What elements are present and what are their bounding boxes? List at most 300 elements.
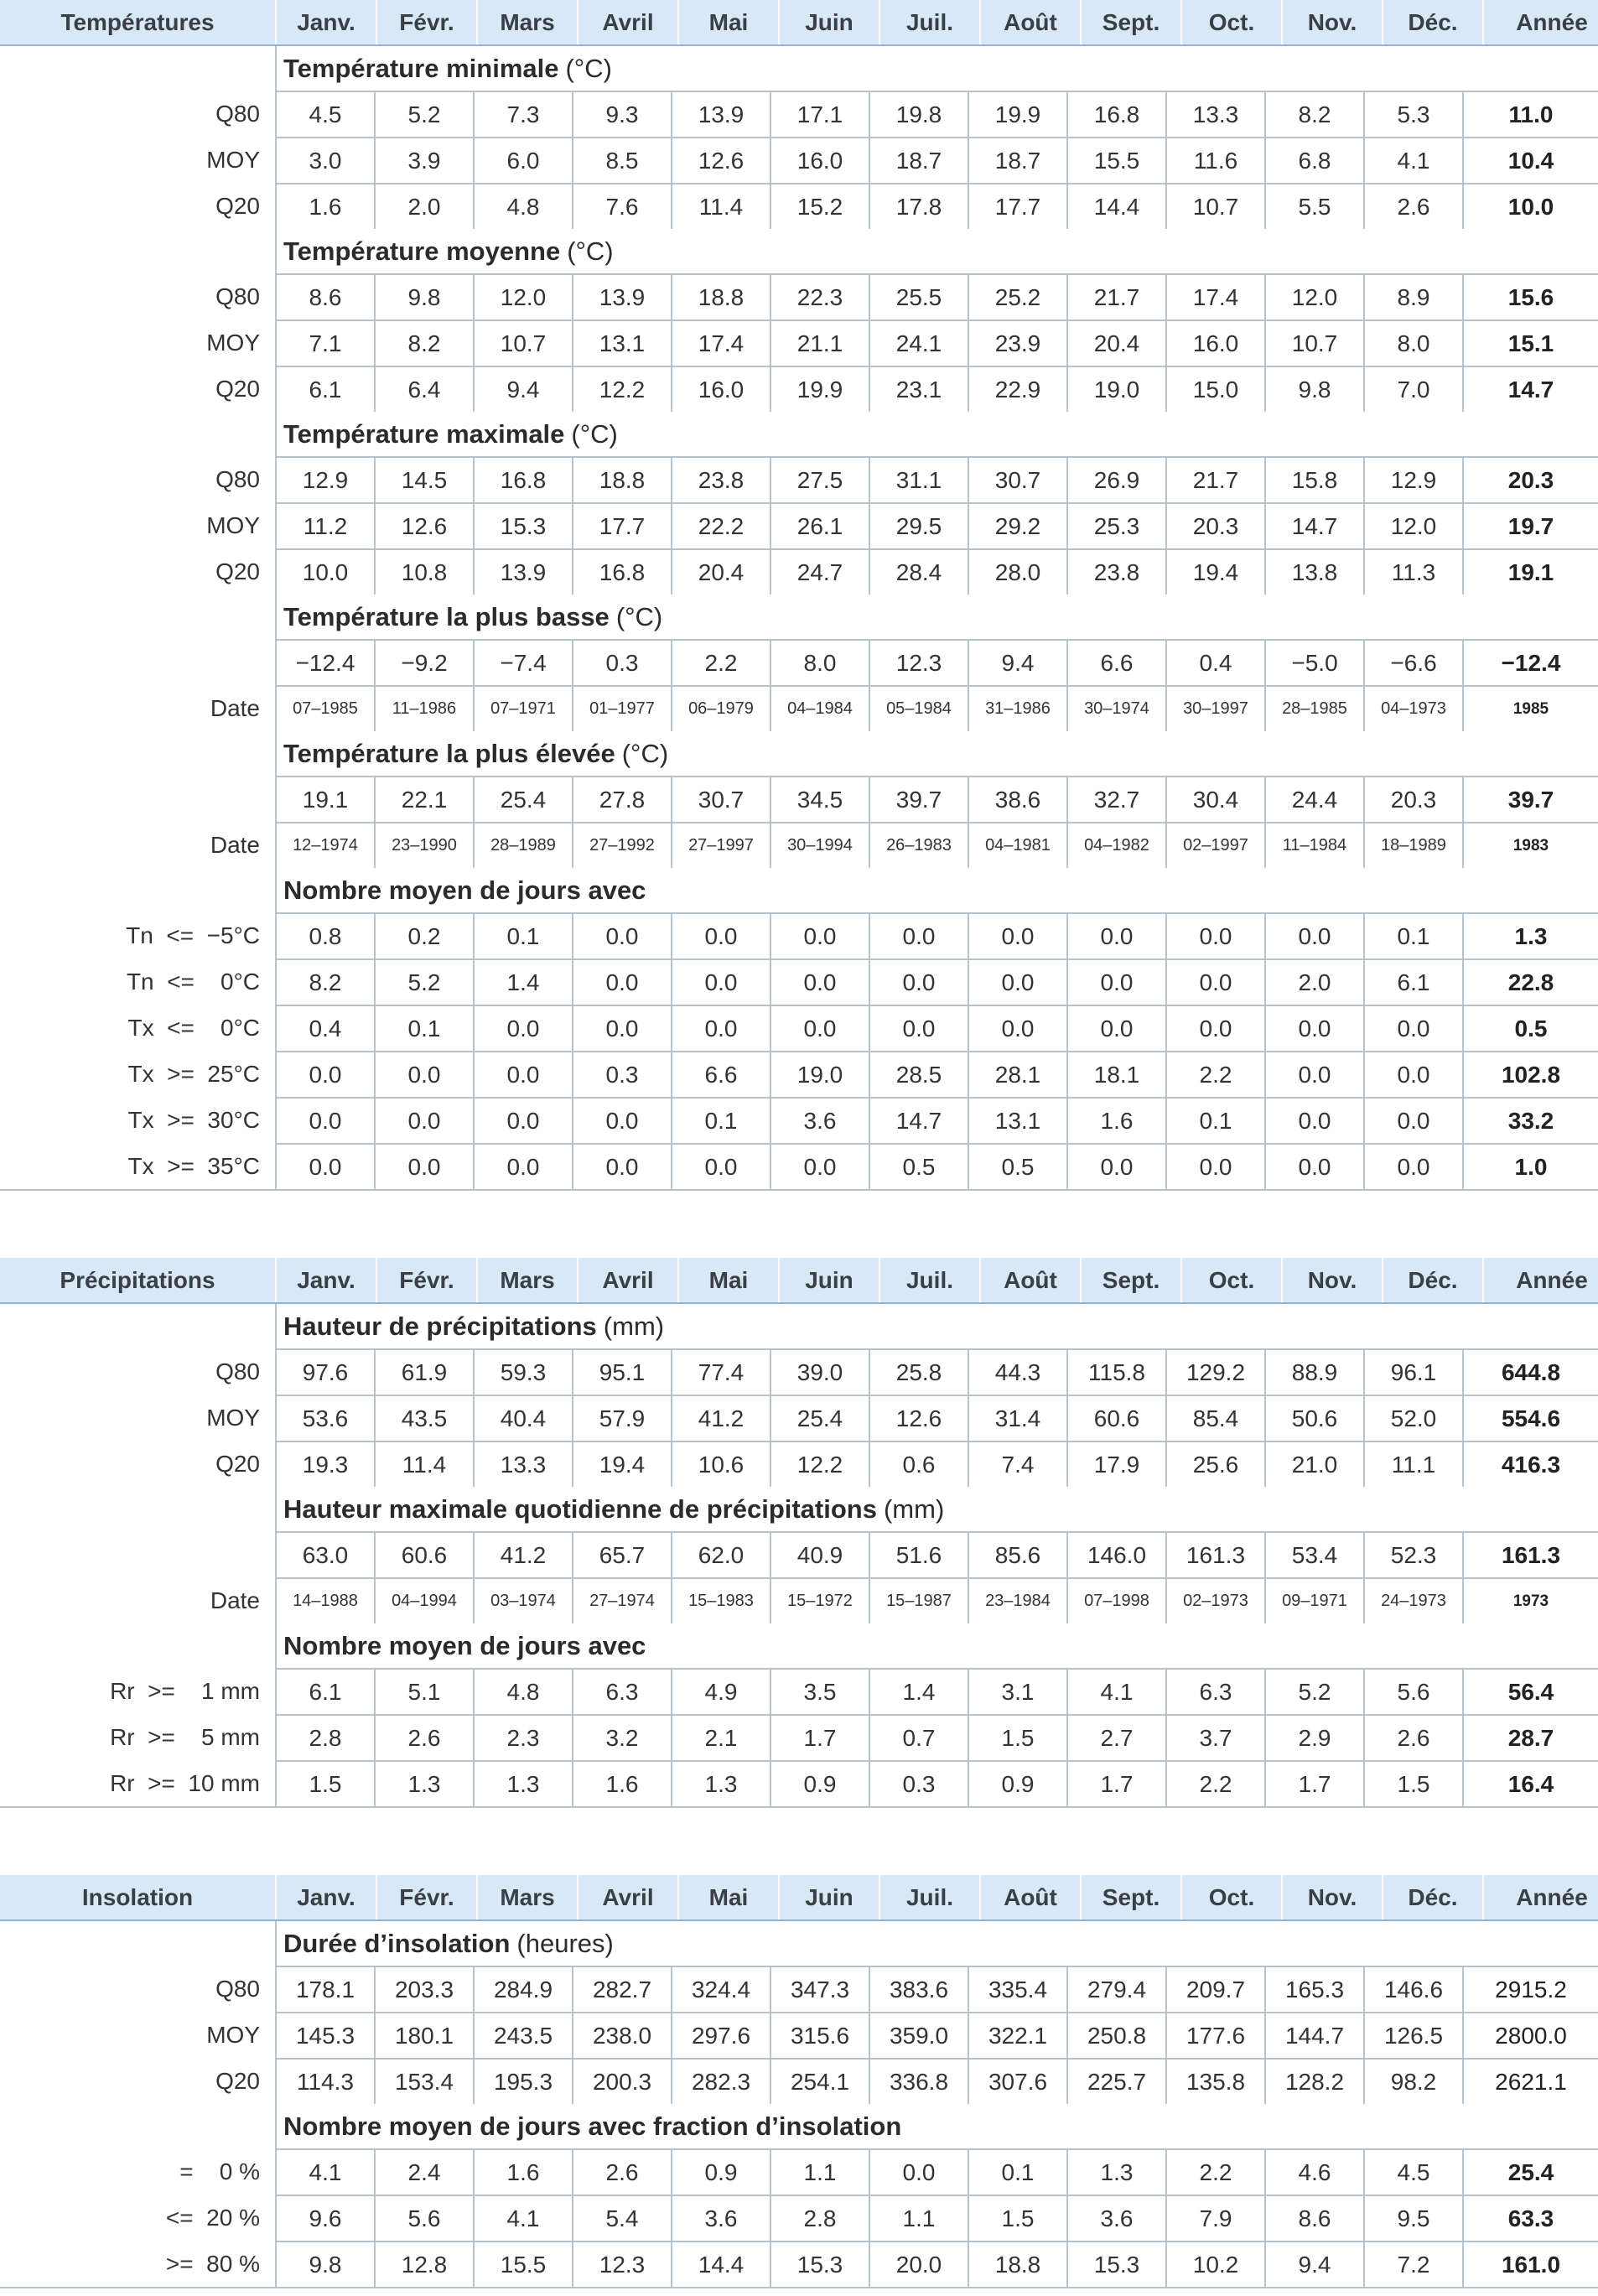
column-header: Janv. xyxy=(275,1875,376,1919)
value-cell: 165.3 xyxy=(1264,1966,1363,2012)
value-cell: 57.9 xyxy=(572,1395,671,1441)
value-cell: 25.3 xyxy=(1066,502,1165,548)
section-header xyxy=(0,1921,1598,1966)
table-title: Températures xyxy=(60,8,215,35)
value-cell: 0.4 xyxy=(1165,639,1264,685)
value-cell: 279.4 xyxy=(1066,1966,1165,2012)
column-header: Nov. xyxy=(1281,1875,1382,1919)
value-cell: 13.9 xyxy=(473,548,572,595)
value-cell: 129.2 xyxy=(1165,1348,1264,1395)
value-cell: 6.6 xyxy=(671,1051,770,1097)
value-cell: 135.8 xyxy=(1165,2058,1264,2104)
value-cell: 0.0 xyxy=(1363,1143,1462,1189)
value-cell: 23.9 xyxy=(968,319,1066,366)
column-header: Année xyxy=(1482,1258,1598,1302)
value-cell: 178.1 xyxy=(275,1966,374,2012)
row-label: Q80 xyxy=(215,1975,260,2002)
value-cell: 17.4 xyxy=(671,319,770,366)
value-cell: 12.6 xyxy=(374,502,473,548)
value-cell: 15–1972 xyxy=(770,1577,869,1623)
table-row xyxy=(0,1714,1598,1760)
table-row xyxy=(0,1348,1598,1395)
value-cell: 21.0 xyxy=(1264,1441,1363,1487)
section-unit: (mm) xyxy=(883,1493,945,1524)
value-cell: 5.5 xyxy=(1264,183,1363,229)
value-cell: 0.0 xyxy=(473,1051,572,1097)
value-cell: 32.7 xyxy=(1066,776,1165,822)
value-cell: 0.0 xyxy=(968,912,1066,958)
row-label: Tx >= 35°C xyxy=(127,1152,260,1179)
value-cell: 0.0 xyxy=(1165,1005,1264,1051)
row-label: Tn <= 0°C xyxy=(126,968,260,995)
row-label: Tx >= 30°C xyxy=(127,1106,260,1133)
section-title xyxy=(275,868,1598,912)
value-cell: 19.3 xyxy=(275,1441,374,1487)
value-cell: 0.0 xyxy=(1066,912,1165,958)
value-cell: 20.3 xyxy=(1363,776,1462,822)
section-name: Température la plus basse xyxy=(283,601,610,631)
value-cell: 04–1982 xyxy=(1066,822,1165,868)
value-cell: 28–1985 xyxy=(1264,685,1363,731)
table-row xyxy=(0,548,1598,595)
year-total-cell: 2621.1 xyxy=(1462,2058,1598,2104)
section-title xyxy=(275,731,1598,776)
value-cell: 24.4 xyxy=(1264,776,1363,822)
value-cell: 9.8 xyxy=(1264,366,1363,412)
value-cell: 3.0 xyxy=(275,137,374,183)
year-total-cell: 1.3 xyxy=(1462,912,1598,958)
value-cell: 9.4 xyxy=(473,366,572,412)
value-cell: 282.3 xyxy=(671,2058,770,2104)
value-cell: 1.1 xyxy=(770,2148,869,2195)
row-label: Tn <= −5°C xyxy=(126,922,260,948)
value-cell: 3.6 xyxy=(671,2195,770,2241)
value-cell: 1.6 xyxy=(1066,1097,1165,1143)
table-row xyxy=(0,319,1598,366)
value-cell: 4.1 xyxy=(1363,137,1462,183)
value-cell: 307.6 xyxy=(968,2058,1066,2104)
value-cell: 8.6 xyxy=(1264,2195,1363,2241)
value-cell: 0.1 xyxy=(968,2148,1066,2195)
value-cell: 0.0 xyxy=(770,1143,869,1189)
value-cell: 8.6 xyxy=(275,273,374,319)
value-cell: 1.3 xyxy=(1066,2148,1165,2195)
value-cell: 15.3 xyxy=(1066,2241,1165,2287)
column-header: Oct. xyxy=(1180,0,1281,44)
column-header: Juin xyxy=(778,1875,879,1919)
value-cell: 59.3 xyxy=(473,1348,572,1395)
value-cell: 26–1983 xyxy=(869,822,968,868)
value-cell: 12.6 xyxy=(671,137,770,183)
year-total-cell: 554.6 xyxy=(1462,1395,1598,1441)
column-header: Mai xyxy=(677,1258,778,1302)
section-unit: (°C) xyxy=(567,236,614,266)
value-cell: 8.9 xyxy=(1363,273,1462,319)
value-cell: 16.0 xyxy=(1165,319,1264,366)
value-cell: 11.6 xyxy=(1165,137,1264,183)
value-cell: 28.0 xyxy=(968,548,1066,595)
year-total-cell: 63.3 xyxy=(1462,2195,1598,2241)
value-cell: 254.1 xyxy=(770,2058,869,2104)
value-cell: 10.7 xyxy=(473,319,572,366)
value-cell: 5.4 xyxy=(572,2195,671,2241)
value-cell: 8.2 xyxy=(275,958,374,1005)
value-cell: 0.0 xyxy=(1363,1051,1462,1097)
column-header: Nov. xyxy=(1281,0,1382,44)
value-cell: 12–1974 xyxy=(275,822,374,868)
value-cell: 0.0 xyxy=(869,2148,968,2195)
value-cell: 2.0 xyxy=(1264,958,1363,1005)
row-label: = 0 % xyxy=(179,2158,260,2184)
value-cell: 18.7 xyxy=(968,137,1066,183)
section-name: Température la plus élevée xyxy=(283,738,615,768)
value-cell: 209.7 xyxy=(1165,1966,1264,2012)
value-cell: 1.3 xyxy=(671,1760,770,1806)
value-cell: 25.2 xyxy=(968,273,1066,319)
value-cell: 16.8 xyxy=(1066,91,1165,137)
value-cell: 0.5 xyxy=(968,1143,1066,1189)
row-label: Q80 xyxy=(215,100,260,127)
value-cell: 88.9 xyxy=(1264,1348,1363,1395)
value-cell: 1.7 xyxy=(1264,1760,1363,1806)
row-label: Q20 xyxy=(215,558,260,584)
value-cell: 0.0 xyxy=(1165,912,1264,958)
column-header: Année xyxy=(1482,1875,1598,1919)
value-cell: 85.6 xyxy=(968,1531,1066,1577)
value-cell: 0.6 xyxy=(869,1441,968,1487)
value-cell: 128.2 xyxy=(1264,2058,1363,2104)
table-row xyxy=(0,2241,1598,2287)
value-cell: 2.1 xyxy=(671,1714,770,1760)
column-header: Mai xyxy=(677,1875,778,1919)
value-cell: 16.0 xyxy=(770,137,869,183)
value-cell: 63.0 xyxy=(275,1531,374,1577)
value-cell: 12.0 xyxy=(473,273,572,319)
value-cell: 0.0 xyxy=(770,958,869,1005)
value-cell: 26.9 xyxy=(1066,456,1165,502)
column-header: Nov. xyxy=(1281,1258,1382,1302)
section-name: Nombre moyen de jours avec xyxy=(283,875,646,905)
table-row xyxy=(0,1441,1598,1487)
value-cell: 9.4 xyxy=(1264,2241,1363,2287)
value-cell: 23–1990 xyxy=(374,822,473,868)
value-cell: 19.0 xyxy=(770,1051,869,1097)
value-cell: 41.2 xyxy=(671,1395,770,1441)
value-cell: 1.3 xyxy=(473,1760,572,1806)
value-cell: 7.1 xyxy=(275,319,374,366)
value-cell: 95.1 xyxy=(572,1348,671,1395)
column-header: Année xyxy=(1482,0,1598,44)
value-cell: 2.2 xyxy=(1165,2148,1264,2195)
value-cell: 23.8 xyxy=(1066,548,1165,595)
column-header: Oct. xyxy=(1180,1258,1281,1302)
value-cell: 22.9 xyxy=(968,366,1066,412)
value-cell: 0.0 xyxy=(1363,1005,1462,1051)
section-name: Hauteur de précipitations xyxy=(283,1311,597,1341)
value-cell: 61.9 xyxy=(374,1348,473,1395)
insolation-table xyxy=(0,1875,1598,2288)
value-cell: 27–1992 xyxy=(572,822,671,868)
value-cell: 7.4 xyxy=(968,1441,1066,1487)
year-total-cell: 10.0 xyxy=(1462,183,1598,229)
value-cell: 4.5 xyxy=(275,91,374,137)
value-cell: 9.8 xyxy=(275,2241,374,2287)
value-cell: 0.0 xyxy=(473,1005,572,1051)
value-cell: 12.9 xyxy=(275,456,374,502)
value-cell: 07–1998 xyxy=(1066,1577,1165,1623)
value-cell: 12.6 xyxy=(869,1395,968,1441)
year-total-cell: 16.4 xyxy=(1462,1760,1598,1806)
value-cell: 20.4 xyxy=(1066,319,1165,366)
value-cell: 0.3 xyxy=(572,639,671,685)
value-cell: 0.9 xyxy=(968,1760,1066,1806)
value-cell: 1.6 xyxy=(572,1760,671,1806)
value-cell: 28.5 xyxy=(869,1051,968,1097)
value-cell: 2.6 xyxy=(374,1714,473,1760)
value-cell: 0.0 xyxy=(869,958,968,1005)
year-total-cell: 161.0 xyxy=(1462,2241,1598,2287)
value-cell: 5.6 xyxy=(1363,1668,1462,1714)
value-cell: 200.3 xyxy=(572,2058,671,2104)
value-cell: 5.3 xyxy=(1363,91,1462,137)
value-cell: 19.9 xyxy=(770,366,869,412)
row-label xyxy=(0,639,275,685)
value-cell: 6.3 xyxy=(572,1668,671,1714)
value-cell: 16.8 xyxy=(473,456,572,502)
value-cell: 2.0 xyxy=(374,183,473,229)
value-cell: 3.6 xyxy=(770,1097,869,1143)
value-cell: 11.3 xyxy=(1363,548,1462,595)
value-cell: 97.6 xyxy=(275,1348,374,1395)
value-cell: 22.1 xyxy=(374,776,473,822)
value-cell: 21.7 xyxy=(1165,456,1264,502)
column-header: Janv. xyxy=(275,1258,376,1302)
value-cell: 203.3 xyxy=(374,1966,473,2012)
value-cell: 9.4 xyxy=(968,639,1066,685)
value-cell: 2.2 xyxy=(1165,1760,1264,1806)
value-cell: 30.7 xyxy=(968,456,1066,502)
year-total-cell: 19.1 xyxy=(1462,548,1598,595)
value-cell: 0.0 xyxy=(671,1005,770,1051)
value-cell: 6.1 xyxy=(275,1668,374,1714)
value-cell: 2.2 xyxy=(1165,1051,1264,1097)
value-cell: 0.0 xyxy=(1264,1051,1363,1097)
value-cell: 114.3 xyxy=(275,2058,374,2104)
value-cell: 145.3 xyxy=(275,2012,374,2058)
value-cell: −9.2 xyxy=(374,639,473,685)
column-header: Juil. xyxy=(879,0,979,44)
value-cell: 50.6 xyxy=(1264,1395,1363,1441)
section-name: Durée d’insolation xyxy=(283,1928,511,1958)
row-label: Q20 xyxy=(215,2067,260,2094)
value-cell: 0.0 xyxy=(968,1005,1066,1051)
value-cell: 225.7 xyxy=(1066,2058,1165,2104)
value-cell: 238.0 xyxy=(572,2012,671,2058)
row-label: Q80 xyxy=(215,283,260,309)
value-cell: 1.4 xyxy=(473,958,572,1005)
year-total-cell: 416.3 xyxy=(1462,1441,1598,1487)
column-header: Janv. xyxy=(275,0,376,44)
value-cell: 5.2 xyxy=(374,958,473,1005)
value-cell: 22.2 xyxy=(671,502,770,548)
value-cell: 17.9 xyxy=(1066,1441,1165,1487)
value-cell: 0.0 xyxy=(869,912,968,958)
value-cell: 284.9 xyxy=(473,1966,572,2012)
value-cell: 85.4 xyxy=(1165,1395,1264,1441)
column-header: Août xyxy=(979,0,1080,44)
value-cell: 153.4 xyxy=(374,2058,473,2104)
column-header: Févr. xyxy=(376,0,476,44)
section-unit: (°C) xyxy=(621,738,669,768)
value-cell: 5.1 xyxy=(374,1668,473,1714)
value-cell: 18.8 xyxy=(572,456,671,502)
value-cell: 06–1979 xyxy=(671,685,770,731)
table-row xyxy=(0,1395,1598,1441)
value-cell: 30–1974 xyxy=(1066,685,1165,731)
value-cell: 8.2 xyxy=(1264,91,1363,137)
value-cell: 44.3 xyxy=(968,1348,1066,1395)
value-cell: 1.6 xyxy=(275,183,374,229)
value-cell: 25.6 xyxy=(1165,1441,1264,1487)
header-row xyxy=(0,0,1598,46)
value-cell: 11–1986 xyxy=(374,685,473,731)
year-total-cell: 19.7 xyxy=(1462,502,1598,548)
value-cell: 16.8 xyxy=(572,548,671,595)
value-cell: 13.9 xyxy=(671,91,770,137)
section-unit: (heures) xyxy=(516,1928,614,1958)
value-cell: 30–1994 xyxy=(770,822,869,868)
value-cell: 6.1 xyxy=(1363,958,1462,1005)
value-cell: 0.5 xyxy=(869,1143,968,1189)
value-cell: 10.6 xyxy=(671,1441,770,1487)
value-cell: 22.3 xyxy=(770,273,869,319)
value-cell: 336.8 xyxy=(869,2058,968,2104)
row-label: Tx <= 0°C xyxy=(127,1014,260,1041)
table-row xyxy=(0,91,1598,137)
value-cell: 20.4 xyxy=(671,548,770,595)
value-cell: 96.1 xyxy=(1363,1348,1462,1395)
value-cell: 28–1989 xyxy=(473,822,572,868)
section-header xyxy=(0,595,1598,639)
value-cell: 0.7 xyxy=(869,1714,968,1760)
table-row xyxy=(0,639,1598,685)
section-name: Température minimale xyxy=(283,53,559,83)
column-header: Sept. xyxy=(1080,0,1180,44)
table-row xyxy=(0,2058,1598,2104)
value-cell: 12.3 xyxy=(572,2241,671,2287)
value-cell: 383.6 xyxy=(869,1966,968,2012)
section-title xyxy=(275,2104,1598,2148)
table-row xyxy=(0,1966,1598,2012)
column-header: Août xyxy=(979,1875,1080,1919)
table-row xyxy=(0,456,1598,502)
value-cell: 8.0 xyxy=(1363,319,1462,366)
section-unit: (°C) xyxy=(571,418,618,449)
value-cell: 65.7 xyxy=(572,1531,671,1577)
row-label: Rr >= 10 mm xyxy=(110,1769,260,1796)
value-cell: 62.0 xyxy=(671,1531,770,1577)
value-cell: 0.0 xyxy=(374,1051,473,1097)
value-cell: 30.4 xyxy=(1165,776,1264,822)
value-cell: 2.2 xyxy=(671,639,770,685)
value-cell: 4.1 xyxy=(1066,1668,1165,1714)
value-cell: 0.0 xyxy=(968,958,1066,1005)
value-cell: 30–1997 xyxy=(1165,685,1264,731)
value-cell: 23–1984 xyxy=(968,1577,1066,1623)
value-cell: 0.0 xyxy=(1066,1143,1165,1189)
row-label xyxy=(0,1531,275,1577)
value-cell: 126.5 xyxy=(1363,2012,1462,2058)
value-cell: 4.8 xyxy=(473,183,572,229)
table-row xyxy=(0,776,1598,822)
year-total-cell: 2915.2 xyxy=(1462,1966,1598,2012)
value-cell: 21.7 xyxy=(1066,273,1165,319)
section-unit: (°C) xyxy=(565,53,612,83)
value-cell: 4.9 xyxy=(671,1668,770,1714)
value-cell: 02–1997 xyxy=(1165,822,1264,868)
year-total-cell: 11.0 xyxy=(1462,91,1598,137)
row-label: Rr >= 5 mm xyxy=(110,1723,260,1750)
value-cell: 14–1988 xyxy=(275,1577,374,1623)
table-row xyxy=(0,137,1598,183)
value-cell: 2.7 xyxy=(1066,1714,1165,1760)
value-cell: 11.4 xyxy=(671,183,770,229)
row-label: Q80 xyxy=(215,1358,260,1384)
value-cell: 335.4 xyxy=(968,1966,1066,2012)
column-header: Déc. xyxy=(1382,1875,1482,1919)
value-cell: 25.4 xyxy=(473,776,572,822)
value-cell: 60.6 xyxy=(374,1531,473,1577)
value-cell: 18.8 xyxy=(671,273,770,319)
value-cell: −6.6 xyxy=(1363,639,1462,685)
value-cell: 13.1 xyxy=(968,1097,1066,1143)
value-cell: 19.0 xyxy=(1066,366,1165,412)
column-header: Sept. xyxy=(1080,1875,1180,1919)
value-cell: 17.7 xyxy=(572,502,671,548)
value-cell: 177.6 xyxy=(1165,2012,1264,2058)
section-header xyxy=(0,1304,1598,1348)
value-cell: 17.4 xyxy=(1165,273,1264,319)
value-cell: 0.0 xyxy=(572,958,671,1005)
value-cell: −5.0 xyxy=(1264,639,1363,685)
column-header: Mars xyxy=(476,0,577,44)
value-cell: 2.6 xyxy=(1363,1714,1462,1760)
value-cell: 98.2 xyxy=(1363,2058,1462,2104)
year-total-cell: 28.7 xyxy=(1462,1714,1598,1760)
section-header xyxy=(0,1623,1598,1668)
value-cell: 5.2 xyxy=(374,91,473,137)
value-cell: 0.1 xyxy=(374,1005,473,1051)
column-header: Févr. xyxy=(376,1875,476,1919)
column-header: Sept. xyxy=(1080,1258,1180,1302)
value-cell: 31–1986 xyxy=(968,685,1066,731)
table-title: Insolation xyxy=(81,1883,194,1910)
value-cell: 250.8 xyxy=(1066,2012,1165,2058)
value-cell: 39.7 xyxy=(869,776,968,822)
section-header xyxy=(0,731,1598,776)
value-cell: 0.0 xyxy=(1264,1005,1363,1051)
value-cell: 6.0 xyxy=(473,137,572,183)
value-cell: 12.2 xyxy=(770,1441,869,1487)
value-cell: 53.6 xyxy=(275,1395,374,1441)
value-cell: 14.7 xyxy=(1264,502,1363,548)
value-cell: 0.0 xyxy=(1066,958,1165,1005)
table-row xyxy=(0,958,1598,1005)
row-label: Date xyxy=(210,694,260,721)
value-cell: 7.3 xyxy=(473,91,572,137)
value-cell: 324.4 xyxy=(671,1966,770,2012)
section-header xyxy=(0,868,1598,912)
